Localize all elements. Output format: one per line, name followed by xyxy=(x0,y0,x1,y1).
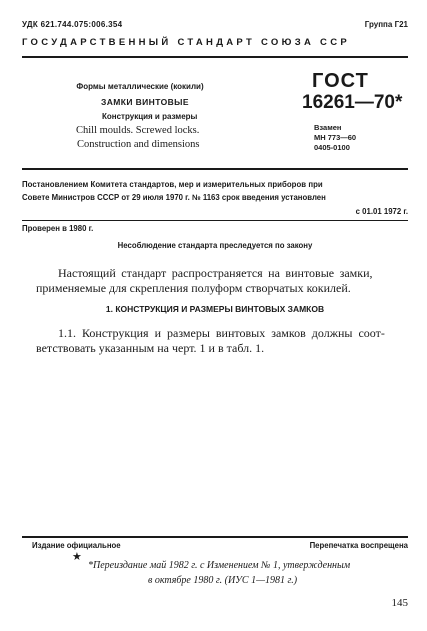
title-rule xyxy=(22,168,408,170)
footer-rule xyxy=(22,536,408,538)
page-number: 145 xyxy=(391,597,408,609)
standard-title: ГОСУДАРСТВЕННЫЙ СТАНДАРТ СОЮЗА ССР xyxy=(22,37,351,48)
legal-notice: Несоблюдение стандарта преследуется по закону xyxy=(117,241,313,250)
reissue-note-line1: *Переиздание май 1982 г. с Изменением № 1, утвержденным xyxy=(88,560,351,571)
reprint-prohibited: Перепечатка воспрещена xyxy=(309,541,408,550)
title-ru-line1: Формы металлические (кокили) xyxy=(76,82,204,91)
header-rule xyxy=(22,56,408,58)
intro-line1: Настоящий стандарт распространяется на винтовые замки, xyxy=(58,266,373,280)
reissue-note-line2: в октябре 1980 г. (ИУС 1—1981 г.) xyxy=(148,575,298,586)
group-code: Группа Г21 xyxy=(364,20,408,29)
checked-year: Проверен в 1980 г. xyxy=(22,224,94,233)
section1-para-line1: 1.1. Конструкция и размеры винтовых замков должны соот- xyxy=(58,326,385,340)
decree-underline xyxy=(22,220,408,221)
replaces-code-2: 0405-0100 xyxy=(314,143,350,152)
title-ru-line2: ЗАМКИ ВИНТОВЫЕ xyxy=(101,97,189,107)
decree-line1: Постановлением Комитета стандартов, мер и измерительных приборов при xyxy=(22,180,323,189)
udk-code: УДК 621.744.075:006.354 xyxy=(22,20,123,29)
replaces-label: Взамен xyxy=(314,123,342,132)
decree-line3: с 01.01 1972 г. xyxy=(355,207,408,216)
title-en-line1: Chill moulds. Screwed locks. xyxy=(76,125,200,136)
section1-heading: 1. КОНСТРУКЦИЯ И РАЗМЕРЫ ВИНТОВЫХ ЗАМКОВ xyxy=(105,304,325,314)
gost-label: ГОСТ xyxy=(312,70,369,92)
official-edition: Издание официальное xyxy=(32,541,121,550)
section1-para-line2: ветствовать указанным на черт. 1 и в табл. 1. xyxy=(36,341,265,355)
gost-number: 16261—70* xyxy=(302,92,403,113)
star-icon: ★ xyxy=(72,551,82,563)
title-ru-line3: Конструкция и размеры xyxy=(102,112,198,121)
title-en-line2: Construction and dimensions xyxy=(77,139,200,150)
decree-line2: Совете Министров СССР от 29 июля 1970 г. № 1163 срок введения установлен xyxy=(22,193,326,202)
intro-line2: применяемые для скрепления полуформ створчатых кокилей. xyxy=(36,281,351,295)
replaces-code-1: МН 773—60 xyxy=(314,133,357,142)
